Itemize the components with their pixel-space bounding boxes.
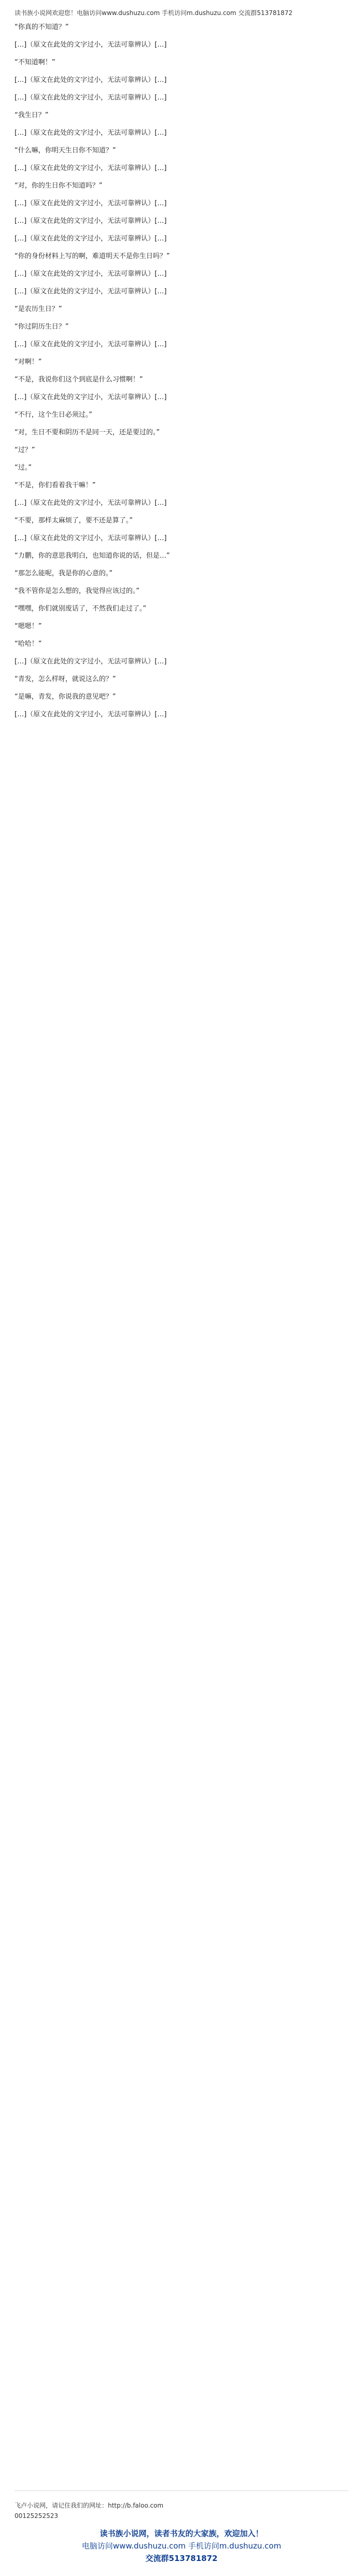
paragraph: […]（原文在此处的文字过小，无法可靠辨认）[…]	[15, 288, 167, 295]
paragraph: […]（原文在此处的文字过小，无法可靠辨认）[…]	[15, 217, 167, 225]
paragraph: […]（原文在此处的文字过小，无法可靠辨认）[…]	[15, 711, 167, 718]
paragraph: […]（原文在此处的文字过小，无法可靠辨认）[…]	[15, 270, 167, 278]
paragraph: […]（原文在此处的文字过小，无法可靠辨认）[…]	[15, 235, 167, 243]
paragraph: “是嘛，青发，你说我的意见吧？”	[15, 693, 116, 701]
footer-line: 飞卢小说网，请记住我们的网址：http://b.faloo.com	[15, 2502, 164, 2509]
promo-line-1: 读书族小说网，读者书友的大家族，欢迎加入！	[100, 2529, 263, 2538]
paragraph: “不知道啊！”	[15, 59, 55, 66]
site-header: 读书族小说网欢迎您！电脑访问www.dushuzu.com 手机访问m.dushuzu.com 交流群513781872	[15, 9, 293, 17]
paragraph-list	[15, 22, 348, 720]
promo-line-2: 电脑访问www.dushuzu.com 手机访问m.dushuzu.com	[81, 2541, 282, 2551]
paragraph: […]（原文在此处的文字过小，无法可靠辨认）[…]	[15, 534, 167, 542]
paragraph: “青发，怎么样呀，就说这么的？”	[15, 675, 116, 683]
footer-divider	[15, 2490, 348, 2491]
footer	[15, 2480, 348, 2565]
paragraph: “你的身份材料上写的啊，难道明天不是你生日吗？”	[15, 252, 170, 260]
paragraph: “哈哈！”	[15, 640, 42, 648]
promo-block	[15, 2527, 348, 2565]
paragraph: “嗯嗯！”	[15, 622, 42, 630]
paragraph: […]（原文在此处的文字过小，无法可靠辨认）[…]	[15, 393, 167, 401]
paragraph: “我不管你是怎么想的，我觉得应该过的。”	[15, 587, 139, 595]
paragraph: “什么嘛，你明天生日你不知道？”	[15, 147, 116, 154]
paragraph: […]（原文在此处的文字过小，无法可靠辨认）[…]	[15, 129, 167, 137]
paragraph: “对，生日不要和阴历不是同一天，还是要过的。”	[15, 429, 160, 436]
paragraph: “对，你的生日你不知道吗？”	[15, 182, 103, 190]
promo-line-3: 交流群513781872	[145, 2554, 218, 2563]
paragraph: “过？”	[15, 446, 35, 454]
paragraph: “力鹏，你的意思我明白，也知道你说的话，但是…”	[15, 552, 170, 560]
paragraph: “嘿嘿，你们就别废话了，不然我们走过了。”	[15, 605, 146, 613]
paragraph: […]（原文在此处的文字过小，无法可靠辨认）[…]	[15, 41, 167, 49]
footer-code: 00125252523	[15, 2512, 58, 2520]
paragraph: “我生日？”	[15, 111, 49, 119]
paragraph: […]（原文在此处的文字过小，无法可靠辨认）[…]	[15, 164, 167, 172]
paragraph: […]（原文在此处的文字过小，无法可靠辨认）[…]	[15, 94, 167, 102]
paragraph: […]（原文在此处的文字过小，无法可靠辨认）[…]	[15, 76, 167, 84]
paragraph: “那怎么能呢，我是你的心意的。”	[15, 570, 113, 577]
paragraph: “对啊！”	[15, 358, 42, 366]
paragraph: “你真的不知道？”	[15, 23, 69, 31]
paragraph: “不是，我说你们这个到底是什么习惯啊！”	[15, 376, 143, 384]
paragraph: […]（原文在此处的文字过小，无法可靠辨认）[…]	[15, 658, 167, 666]
paragraph: “是农历生日？”	[15, 305, 62, 313]
paragraph: […]（原文在此处的文字过小，无法可靠辨认）[…]	[15, 341, 167, 348]
paragraph: “不行，这个生日必须过。”	[15, 411, 92, 419]
story-content	[15, 22, 348, 720]
paragraph: “过。”	[15, 464, 32, 472]
paragraph: “不要，那样太麻烦了，要不还是算了。”	[15, 517, 133, 525]
paragraph: “你过阴历生日？”	[15, 323, 69, 331]
paragraph: […]（原文在此处的文字过小，无法可靠辨认）[…]	[15, 499, 167, 507]
paragraph: “不是，你们看着我干嘛！”	[15, 482, 96, 489]
paragraph: […]（原文在此处的文字过小，无法可靠辨认）[…]	[15, 200, 167, 207]
